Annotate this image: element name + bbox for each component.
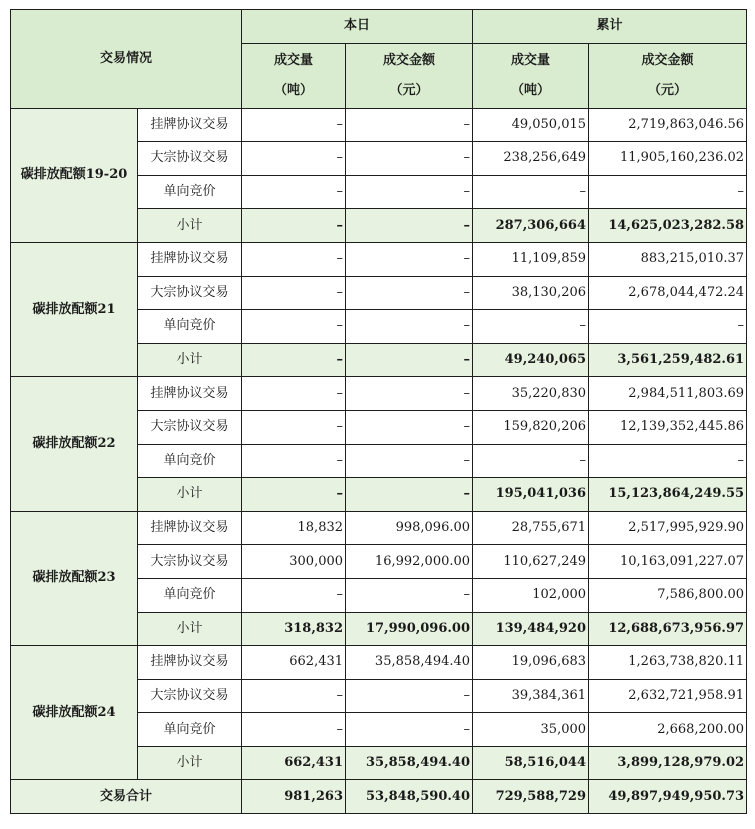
- cumulative-header: 累计: [473, 10, 747, 44]
- cell-cum-amount: –: [589, 175, 747, 209]
- cell-cum-amount: 7,586,800.00: [589, 578, 747, 612]
- cell-today-volume: –: [242, 175, 346, 209]
- cell-cum-amount: 2,719,863,046.56: [589, 108, 747, 142]
- cum-amount-header: [589, 43, 747, 108]
- cell-cum-volume: 35,000: [473, 713, 589, 747]
- volume-label: 成交量: [511, 52, 551, 68]
- cell-cum-volume: 19,096,683: [473, 646, 589, 680]
- trade-type: 挂牌协议交易: [138, 511, 242, 545]
- cell-today-amount: 35,858,494.40: [346, 646, 473, 680]
- cell-cum-amount: 3,561,259,482.61: [589, 343, 747, 377]
- grand-total-row: [11, 780, 747, 814]
- amount-unit: （元）: [389, 82, 429, 98]
- cell-cum-volume: 58,516,044: [473, 746, 589, 780]
- cum-volume-header: [473, 43, 589, 108]
- cell-today-volume: –: [242, 209, 346, 243]
- group-name: 碳排放配额22: [11, 377, 138, 511]
- subtotal-label: 小计: [138, 612, 242, 646]
- trade-type: 大宗协议交易: [138, 679, 242, 713]
- cell-today-amount: –: [346, 242, 473, 276]
- cell-cum-amount: 2,678,044,472.24: [589, 276, 747, 310]
- cell-today-amount: 16,992,000.00: [346, 545, 473, 579]
- group-name: 碳排放配额23: [11, 511, 138, 645]
- cell-today-volume: –: [242, 108, 346, 142]
- cell-today-volume: 662,431: [242, 646, 346, 680]
- cell-today-volume: –: [242, 578, 346, 612]
- cell-cum-amount: 883,215,010.37: [589, 242, 747, 276]
- cell-today-amount: –: [346, 108, 473, 142]
- cell-today-volume: 18,832: [242, 511, 346, 545]
- cell-today-amount: –: [346, 478, 473, 512]
- cell-cum-amount: 14,625,023,282.58: [589, 209, 747, 243]
- cell-cum-volume: 159,820,206: [473, 410, 589, 444]
- cell-cum-amount: 1,263,738,820.11: [589, 646, 747, 680]
- volume-unit: （吨）: [511, 82, 551, 98]
- cell-today-amount: –: [346, 343, 473, 377]
- table-row: [11, 377, 747, 411]
- grand-total-label: 交易合计: [11, 780, 242, 814]
- subtotal-label: 小计: [138, 343, 242, 377]
- subtotal-label: 小计: [138, 209, 242, 243]
- trade-type: 大宗协议交易: [138, 142, 242, 176]
- trade-type: 单向竞价: [138, 310, 242, 344]
- cell-cum-amount: 2,517,995,929.90: [589, 511, 747, 545]
- cell-today-amount: 17,990,096.00: [346, 612, 473, 646]
- trading-summary-table: [10, 9, 747, 814]
- trade-info-header: 交易情况: [11, 10, 242, 109]
- cell-today-amount: –: [346, 713, 473, 747]
- cell-today-volume: –: [242, 713, 346, 747]
- cell-today-volume: –: [242, 410, 346, 444]
- trade-type: 大宗协议交易: [138, 410, 242, 444]
- trade-type: 大宗协议交易: [138, 276, 242, 310]
- cell-cum-amount: 12,688,673,956.97: [589, 612, 747, 646]
- cell-cum-volume: –: [473, 310, 589, 344]
- cell-cum-amount: 11,905,160,236.02: [589, 142, 747, 176]
- cell-today-volume: 981,263: [242, 780, 346, 814]
- cell-today-amount: –: [346, 679, 473, 713]
- cell-cum-volume: 38,130,206: [473, 276, 589, 310]
- cell-cum-amount: –: [589, 310, 747, 344]
- group-name: 碳排放配额21: [11, 242, 138, 376]
- cell-cum-volume: 35,220,830: [473, 377, 589, 411]
- cell-today-volume: –: [242, 679, 346, 713]
- cell-cum-volume: –: [473, 175, 589, 209]
- cell-cum-volume: 238,256,649: [473, 142, 589, 176]
- cell-today-amount: 35,858,494.40: [346, 746, 473, 780]
- cell-cum-volume: 28,755,671: [473, 511, 589, 545]
- table-row: [11, 511, 747, 545]
- cell-cum-volume: 139,484,920: [473, 612, 589, 646]
- trade-type: 挂牌协议交易: [138, 377, 242, 411]
- cell-cum-volume: 49,050,015: [473, 108, 589, 142]
- cell-cum-volume: 195,041,036: [473, 478, 589, 512]
- cell-today-amount: –: [346, 578, 473, 612]
- cell-cum-amount: –: [589, 444, 747, 478]
- group-name: 碳排放配额24: [11, 646, 138, 780]
- trade-type: 单向竞价: [138, 578, 242, 612]
- today-header: 本日: [242, 10, 473, 44]
- amount-label: 成交金额: [383, 52, 436, 68]
- table-row: [11, 242, 747, 276]
- trade-type: 单向竞价: [138, 713, 242, 747]
- volume-label: 成交量: [274, 52, 314, 68]
- cell-cum-amount: 49,897,949,950.73: [589, 780, 747, 814]
- trade-type: 大宗协议交易: [138, 545, 242, 579]
- cell-today-amount: –: [346, 377, 473, 411]
- cell-today-amount: 998,096.00: [346, 511, 473, 545]
- cell-cum-amount: 2,668,200.00: [589, 713, 747, 747]
- cell-today-amount: –: [346, 444, 473, 478]
- subtotal-label: 小计: [138, 746, 242, 780]
- cell-today-volume: 300,000: [242, 545, 346, 579]
- cell-cum-volume: 49,240,065: [473, 343, 589, 377]
- cell-cum-amount: 2,984,511,803.69: [589, 377, 747, 411]
- cell-today-amount: –: [346, 410, 473, 444]
- cell-cum-volume: 729,588,729: [473, 780, 589, 814]
- cell-today-amount: 53,848,590.40: [346, 780, 473, 814]
- cell-today-amount: –: [346, 276, 473, 310]
- cell-today-volume: –: [242, 478, 346, 512]
- cell-today-volume: –: [242, 343, 346, 377]
- cell-today-volume: –: [242, 377, 346, 411]
- table-row: [11, 108, 747, 142]
- table-row: [11, 646, 747, 680]
- trade-type: 单向竞价: [138, 444, 242, 478]
- cell-cum-volume: 11,109,859: [473, 242, 589, 276]
- cell-cum-volume: 39,384,361: [473, 679, 589, 713]
- table-body: [11, 108, 747, 813]
- amount-label: 成交金额: [641, 52, 694, 68]
- subtotal-label: 小计: [138, 478, 242, 512]
- cell-cum-amount: 12,139,352,445.86: [589, 410, 747, 444]
- cell-today-amount: –: [346, 310, 473, 344]
- cell-cum-volume: 287,306,664: [473, 209, 589, 243]
- cell-cum-amount: 15,123,864,249.55: [589, 478, 747, 512]
- cell-today-volume: –: [242, 276, 346, 310]
- cell-today-amount: –: [346, 209, 473, 243]
- cell-today-volume: 662,431: [242, 746, 346, 780]
- trade-type: 挂牌协议交易: [138, 646, 242, 680]
- cell-today-volume: –: [242, 242, 346, 276]
- cell-cum-volume: 110,627,249: [473, 545, 589, 579]
- cell-today-amount: –: [346, 142, 473, 176]
- cell-cum-amount: 3,899,128,979.02: [589, 746, 747, 780]
- cell-today-amount: –: [346, 175, 473, 209]
- today-amount-header: [346, 43, 473, 108]
- cell-today-volume: –: [242, 310, 346, 344]
- cell-cum-amount: 10,163,091,227.07: [589, 545, 747, 579]
- volume-unit: （吨）: [274, 82, 314, 98]
- trade-type: 单向竞价: [138, 175, 242, 209]
- cell-today-volume: –: [242, 444, 346, 478]
- cell-cum-amount: 2,632,721,958.91: [589, 679, 747, 713]
- cell-today-volume: 318,832: [242, 612, 346, 646]
- amount-unit: （元）: [648, 82, 688, 98]
- group-name: 碳排放配额19-20: [11, 108, 138, 242]
- trade-type: 挂牌协议交易: [138, 242, 242, 276]
- trade-type: 挂牌协议交易: [138, 108, 242, 142]
- cell-cum-volume: 102,000: [473, 578, 589, 612]
- cell-today-volume: –: [242, 142, 346, 176]
- cell-cum-volume: –: [473, 444, 589, 478]
- today-volume-header: [242, 43, 346, 108]
